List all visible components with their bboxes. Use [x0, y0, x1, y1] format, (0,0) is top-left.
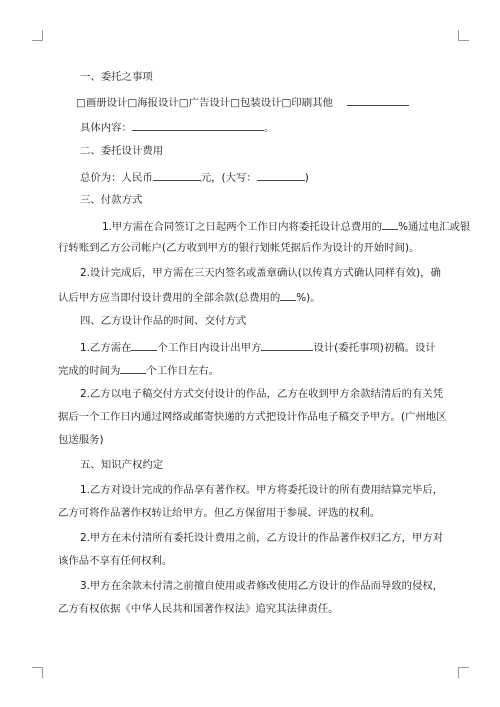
ip-clause-3: 3.甲方在余款未付清之前擅自使用或者修改使用乙方设计的作品而导致的侵权，	[80, 580, 444, 592]
total-price-line: 总价为：人民币 元，(大写： )	[80, 169, 432, 184]
section-1-heading: 一、委托之事项	[80, 71, 153, 83]
other-blank[interactable]	[347, 94, 409, 106]
delivery-clause-2-cont: 据后一个工作日内通过网络或邮寄快递的方式把设计作品电子稿交予甲方。(广州地区	[58, 411, 447, 423]
document-body	[58, 64, 471, 617]
payment-clause-1: 1.甲方需在合同签订之日起两个工作日内将委托设计总费用的 %通过电汇或银	[58, 218, 410, 233]
price-uppercase-blank[interactable]	[257, 169, 305, 181]
content-blank[interactable]	[132, 119, 264, 131]
section-2-heading: 二、委托设计费用	[80, 145, 164, 157]
payment-clause-2: 2.设计完成后，甲方需在三天内签名或盖章确认(以传真方式确认同样有效)，确	[80, 267, 441, 279]
section-3-heading: 三、付款方式	[80, 194, 143, 206]
ip-clause-3-cont: 乙方有权依据《中华人民共和国著作权法》追究其法律责任。	[58, 603, 339, 615]
payment-clause-2-cont: 认后甲方应当即付设计费用的全部余款(总费用的 %)。	[58, 289, 410, 304]
price-blank[interactable]	[153, 169, 201, 181]
crop-mark-bottom-right	[458, 667, 469, 678]
ip-clause-1: 1.乙方对设计完成的作品享有著作权。甲方将委托设计的所有费用结算完毕后，	[80, 484, 444, 496]
design-type-options: □画册设计□海报设计□广告设计□包装设计□印刷其他	[76, 94, 428, 109]
ip-clause-2: 2.甲方在未付清所有委托设计费用之前，乙方设计的作品著作权归乙方，甲方对	[80, 532, 444, 544]
delivery-clause-1-cont: 完成的时间为 个工作日左右。	[58, 362, 410, 377]
design-item-blank[interactable]	[261, 339, 313, 351]
delivery-clause-2: 2.乙方以电子稿交付方式交付设计的作品，乙方在收到甲方余款结清后的有关凭	[80, 388, 444, 400]
ip-clause-2-cont: 该作品不享有任何权利。	[58, 555, 173, 567]
ip-clause-1-cont: 乙方可将作品著作权转让给甲方。但乙方保留用于参展、评选的权利。	[58, 507, 381, 519]
section-5-heading: 五、知识产权约定	[80, 459, 164, 471]
completion-days-blank[interactable]	[120, 362, 146, 374]
section-4-heading: 四、乙方设计作品的时间、交付方式	[80, 315, 247, 327]
payment-clause-1-cont: 行转账到乙方公司帐户(乙方收到甲方的银行划帐凭据后作为设计的开始时间)。	[58, 242, 420, 254]
crop-mark-bottom-left	[32, 667, 43, 678]
deposit-percent-blank[interactable]	[382, 218, 398, 230]
delivery-clause-2-cont2: 包送服务)	[58, 434, 104, 446]
crop-mark-top-right	[458, 30, 469, 41]
days-blank[interactable]	[131, 339, 157, 351]
content-line: 具体内容： 。	[80, 119, 432, 134]
balance-percent-blank[interactable]	[280, 289, 296, 301]
crop-mark-top-left	[32, 30, 43, 41]
delivery-clause-1: 1.乙方需在 个工作日内设计出甲方 设计(委托事项)初稿。设计	[58, 339, 410, 354]
